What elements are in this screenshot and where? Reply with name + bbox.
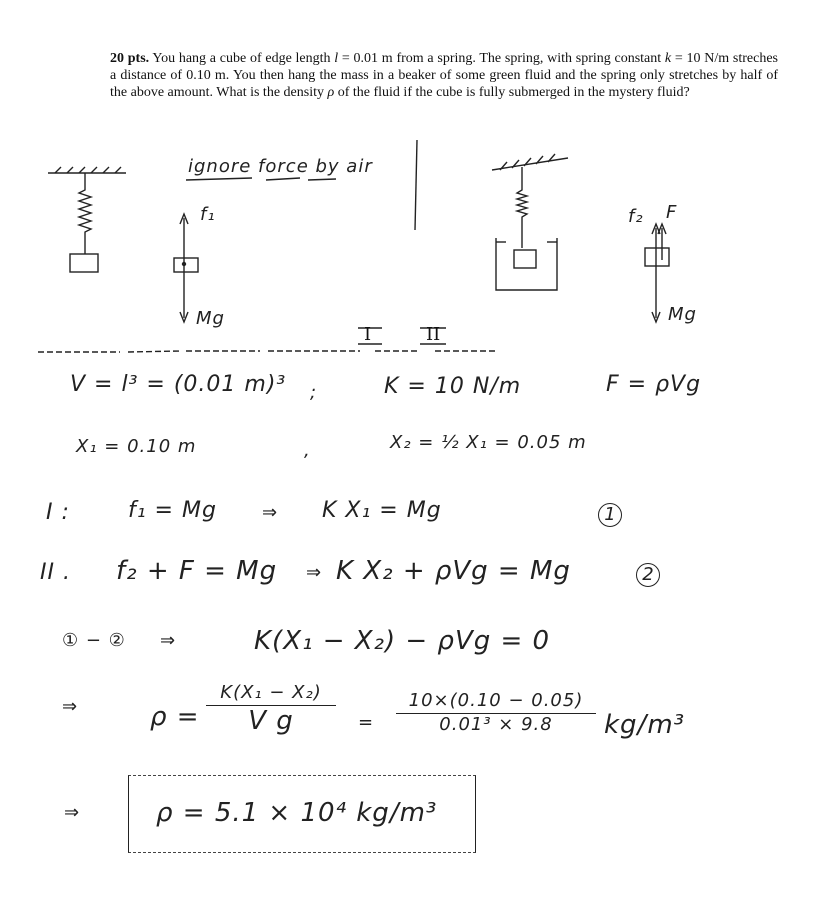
- note-underline: [186, 178, 336, 180]
- spring-left: [79, 173, 91, 254]
- final-arrow: ⇒: [64, 802, 81, 823]
- rho-arrow: ⇒: [62, 696, 79, 717]
- rho-unit: kg/m³: [604, 710, 686, 740]
- eq-number-2: 2: [636, 563, 660, 587]
- case-2-eq-1: f₂ + F = Mg: [116, 556, 278, 586]
- eq-number-1: 1: [598, 503, 622, 527]
- problem-points: 20 pts.: [110, 51, 150, 66]
- symbol-l: l: [334, 51, 339, 66]
- sep-1: ;: [310, 382, 318, 403]
- eq-x1: X₁ = 0.10 m: [76, 436, 197, 457]
- rho-equals: =: [358, 712, 375, 733]
- value-denominator: 0.01³ × 9.8: [439, 714, 553, 735]
- symbol-k: k: [664, 51, 672, 66]
- symbol-rho: ρ: [327, 85, 335, 100]
- ceiling-right: [492, 154, 568, 170]
- label-case-2: II: [426, 324, 441, 345]
- rho-denominator: V g: [248, 706, 294, 736]
- ceiling-left: [48, 167, 126, 173]
- beaker: [496, 238, 557, 290]
- divider-vertical: [415, 140, 417, 230]
- rho-fraction: [206, 682, 336, 736]
- case-1-eq-2: K X₁ = Mg: [322, 498, 442, 523]
- fbd-case-2: [645, 224, 669, 322]
- rho-numerator: K(X₁ − X₂): [206, 682, 336, 706]
- case-1-eq-1: f₁ = Mg: [128, 498, 217, 523]
- label-mg-1: Mg: [196, 308, 225, 329]
- eq-volume: V = l³ = (0.01 m)³: [70, 372, 287, 397]
- value-fraction: [396, 690, 596, 735]
- sep-2: ,: [304, 440, 311, 461]
- label-f2: f₂: [628, 206, 644, 227]
- label-buoyant-F: F: [666, 202, 678, 223]
- value-numerator: 10×(0.10 − 0.05): [396, 690, 596, 714]
- note-ignore-air: ignore force by air: [188, 156, 373, 177]
- spring-right: [517, 167, 527, 248]
- fbd-case-1: [174, 214, 198, 322]
- case-2-arrow: ⇒: [306, 562, 323, 583]
- case-1-arrow: ⇒: [262, 502, 279, 523]
- diff-eq: K(X₁ − X₂) − ρVg = 0: [254, 626, 551, 656]
- eq-buoyant-force: F = ρVg: [606, 372, 702, 397]
- mass-left: [70, 254, 98, 272]
- diff-label: ① − ②: [62, 630, 126, 651]
- case-2-label: II .: [40, 560, 71, 585]
- label-mg-2: Mg: [668, 304, 697, 325]
- problem-text-1: You hang a cube of edge length: [152, 51, 335, 66]
- eq-x2: X₂ = ½ X₁ = 0.05 m: [390, 432, 587, 453]
- case-2-eq-2: K X₂ + ρVg = Mg: [336, 556, 571, 586]
- problem-text-3: = 10 N/m streches a distance of 0.10 m. You then hang the mass in a beaker of some green fluid and the spring only stretches by half of the above amount. What is the density: [110, 51, 779, 100]
- case-1-label: I :: [46, 500, 70, 525]
- mass-right: [514, 250, 536, 268]
- label-f1: f₁: [200, 204, 216, 225]
- problem-text-2: = 0.01 m from a spring. The spring, with spring constant: [338, 51, 665, 66]
- rho-lhs: ρ =: [150, 702, 200, 732]
- final-answer: ρ = 5.1 × 10⁴ kg/m³: [156, 798, 438, 828]
- divider-horizontal: [38, 351, 495, 352]
- diff-arrow: ⇒: [160, 630, 177, 651]
- problem-text-4: of the fluid if the cube is fully submerged in the mystery fluid?: [334, 85, 690, 100]
- label-case-1: I: [364, 324, 372, 345]
- eq-spring-constant: K = 10 N/m: [384, 374, 522, 399]
